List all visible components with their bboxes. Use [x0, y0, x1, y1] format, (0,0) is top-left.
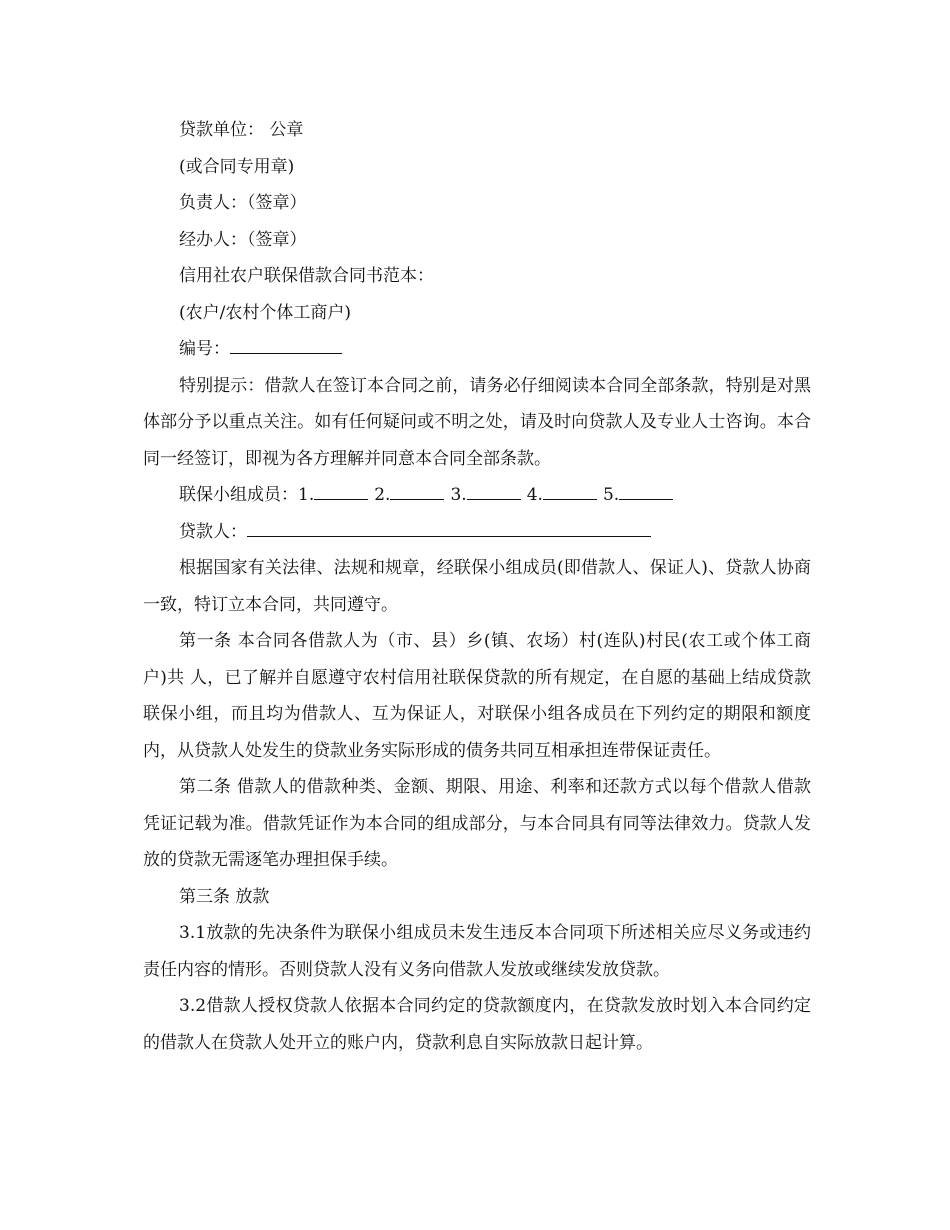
- contract-title: 信用社农户联保借款合同书范本：: [179, 266, 434, 286]
- group-member-blank-3: [467, 482, 521, 500]
- lender-unit-stamp: 公章: [269, 120, 304, 140]
- article-2-paragraph: 第二条 借款人的借款种类、金额、期限、用途、利率和还款方式以每个借款人借款凭证记载为准。借款凭证作为本合同的组成部分，与本合同具有同等法律效力。贷款人发放的贷款无需逐笔办理担保手续。: [143, 777, 811, 870]
- contract-stamp-note: (或合同专用章): [179, 156, 295, 177]
- group-member-blank-1: [314, 482, 368, 500]
- contract-number-line: [143, 331, 811, 368]
- clause-3-2-paragraph: 3.2借款人授权贷款人依据本合同约定的贷款额度内，在贷款发放时划入本合同约定的借款人在贷款人处开立的账户内，贷款利息自实际放款日起计算。: [143, 996, 811, 1053]
- responsible-person-line: 负责人：（签章）: [179, 193, 307, 213]
- group-member-3: 3.: [450, 485, 467, 505]
- group-members-line: [143, 477, 811, 514]
- contract-subtitle: (农户/农村个体工商户): [179, 302, 351, 323]
- special-notice: 特别提示：借款人在签订本合同之前，请务必仔细阅读本合同全部条款，特别是对黑体部分予以重点关注。如有任何疑问或不明之处，请及时向贷款人及专业人士咨询。本合同一经签订，即视为各方理解并同意本合同全部条款。: [143, 375, 811, 469]
- group-member-blank-2: [390, 482, 444, 500]
- preamble-paragraph: 根据国家有关法律、法规和规章，经联保小组成员(即借款人、保证人)、贷款人协商一致，特订立本合同，共同遵守。: [143, 558, 811, 615]
- handler-line: 经办人：（签章）: [179, 229, 307, 250]
- document-body: [143, 112, 811, 1061]
- clause-3-1-paragraph: 3.1放款的先决条件为联保小组成员未发生违反本合同项下所述相关应尽义务或违约责任内容的情形。否则贷款人没有义务向借款人发放或继续发放贷款。: [143, 923, 811, 980]
- article-1-paragraph: 第一条 本合同各借款人为（市、县）乡(镇、农场）村(连队)村民(农工或个体工商户)共 人，已了解并自愿遵守农村信用社联保贷款的所有规定，在自愿的基础上结成贷款联保小组，而且均为借款人、互为保证人，对联保小组各成员在下列约定的期限和额度内，从贷款人处发生的贷款业务实际形成的债务共同互相承担连带保证责任。: [143, 631, 811, 761]
- lender-label: 贷款人：: [179, 521, 247, 542]
- group-member-5: 5.: [602, 485, 620, 505]
- group-members-label: 联保小组成员：: [179, 485, 298, 505]
- group-member-2: 2.: [374, 485, 391, 505]
- lender-line: [143, 514, 811, 551]
- lender-unit-label: 贷款单位：: [179, 120, 264, 140]
- group-member-1: 1.: [298, 485, 315, 505]
- lender-blank: [247, 519, 651, 537]
- article-3-title: 第三条 放款: [179, 886, 270, 907]
- group-member-4: 4.: [526, 485, 543, 505]
- contract-number-blank: [230, 336, 342, 354]
- lender-unit-line: [143, 112, 811, 149]
- group-member-blank-4: [543, 482, 597, 500]
- contract-number-label: 编号：: [179, 339, 230, 359]
- group-member-blank-5: [619, 482, 673, 500]
